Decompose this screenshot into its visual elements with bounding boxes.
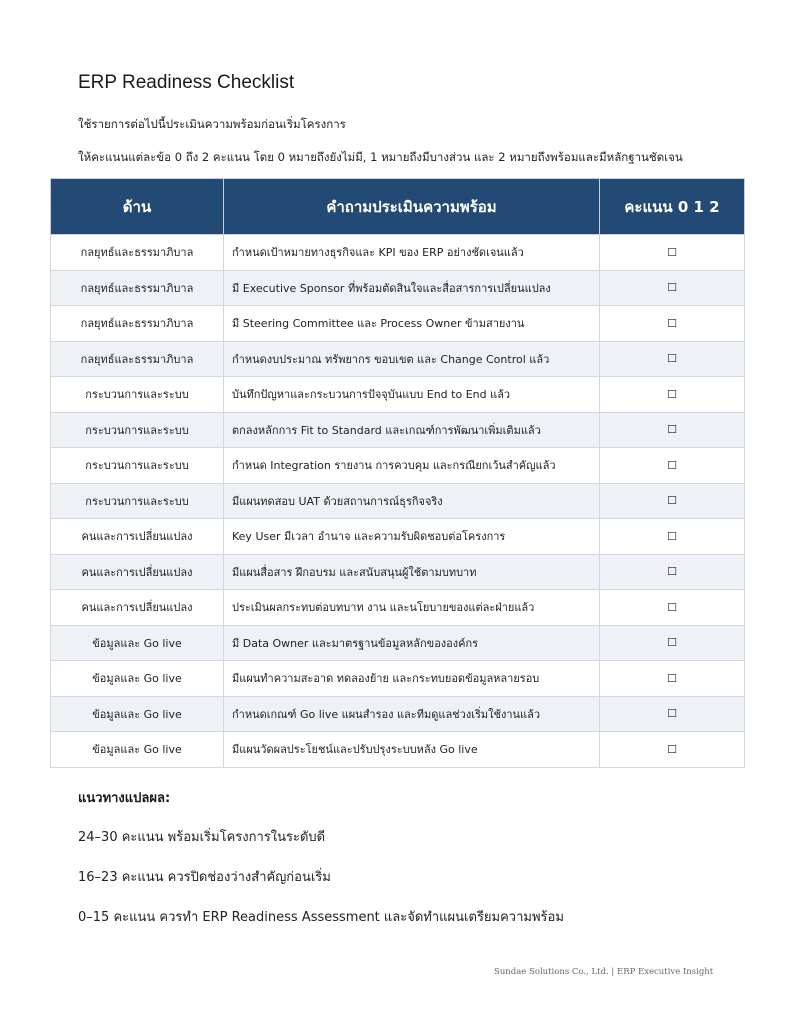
intro-line-2: ให้คะแนนแต่ละข้อ 0 ถึง 2 คะแนน โดย 0 หมายถึงยังไม่มี, 1 หมายถึงมีบางส่วน และ 2 หมายถึงพร้อมและมีหลักฐานชัดเจน xyxy=(78,150,683,164)
table-row xyxy=(51,590,745,626)
question-cell: มี Data Owner และมาตรฐานข้อมูลหลักขององค์กร xyxy=(224,625,600,661)
table-body xyxy=(51,235,745,768)
question-cell: กำหนดเป้าหมายทางธุรกิจและ KPI ของ ERP อย่างชัดเจนแล้ว xyxy=(224,235,600,271)
score-checkbox[interactable]: ☐ xyxy=(600,554,745,590)
table-row xyxy=(51,235,745,271)
table-row xyxy=(51,661,745,697)
question-cell: มี Steering Committee และ Process Owner ข้ามสายงาน xyxy=(224,306,600,342)
score-checkbox[interactable]: ☐ xyxy=(600,590,745,626)
table-row xyxy=(51,483,745,519)
question-cell: มี Executive Sponsor ที่พร้อมตัดสินใจและสื่อสารการเปลี่ยนแปลง xyxy=(224,270,600,306)
table-row xyxy=(51,341,745,377)
interpretation-item: 16–23 คะแนน ควรปิดช่องว่างสำคัญก่อนเริ่ม xyxy=(78,870,331,885)
area-cell: ข้อมูลและ Go live xyxy=(51,661,224,697)
area-cell: ข้อมูลและ Go live xyxy=(51,732,224,768)
intro-line-1: ใช้รายการต่อไปนี้ประเมินความพร้อมก่อนเริ่มโครงการ xyxy=(78,117,346,131)
question-cell: มีแผนสื่อสาร ฝึกอบรม และสนับสนุนผู้ใช้ตามบทบาท xyxy=(224,554,600,590)
area-cell: กระบวนการและระบบ xyxy=(51,412,224,448)
table-header-row xyxy=(51,179,745,235)
question-cell: มีแผนวัดผลประโยชน์และปรับปรุงระบบหลัง Go live xyxy=(224,732,600,768)
question-cell: Key User มีเวลา อำนาจ และความรับผิดชอบต่อโครงการ xyxy=(224,519,600,555)
table-row xyxy=(51,306,745,342)
score-checkbox[interactable]: ☐ xyxy=(600,341,745,377)
score-checkbox[interactable]: ☐ xyxy=(600,483,745,519)
score-checkbox[interactable]: ☐ xyxy=(600,625,745,661)
score-checkbox[interactable]: ☐ xyxy=(600,661,745,697)
table-row xyxy=(51,732,745,768)
interpretation-item: 24–30 คะแนน พร้อมเริ่มโครงการในระดับดี xyxy=(78,830,326,845)
score-checkbox[interactable]: ☐ xyxy=(600,732,745,768)
interpretation-item: 0–15 คะแนน ควรทำ ERP Readiness Assessment และจัดทำแผนเตรียมความพร้อม xyxy=(78,910,564,925)
score-checkbox[interactable]: ☐ xyxy=(600,519,745,555)
area-cell: กระบวนการและระบบ xyxy=(51,483,224,519)
question-cell: กำหนด Integration รายงาน การควบคุม และกรณียกเว้นสำคัญแล้ว xyxy=(224,448,600,484)
table-row xyxy=(51,377,745,413)
header-area: ด้าน xyxy=(51,179,224,235)
score-checkbox[interactable]: ☐ xyxy=(600,270,745,306)
question-cell: มีแผนทำความสะอาด ทดลองย้าย และกระทบยอดข้อมูลหลายรอบ xyxy=(224,661,600,697)
score-checkbox[interactable]: ☐ xyxy=(600,235,745,271)
table-row xyxy=(51,412,745,448)
question-cell: บันทึกปัญหาและกระบวนการปัจจุบันแบบ End to End แล้ว xyxy=(224,377,600,413)
readiness-checklist-table xyxy=(50,178,745,768)
question-cell: ประเมินผลกระทบต่อบทบาท งาน และนโยบายของแต่ละฝ่ายแล้ว xyxy=(224,590,600,626)
area-cell: กลยุทธ์และธรรมาภิบาล xyxy=(51,341,224,377)
page-title: ERP Readiness Checklist xyxy=(78,72,295,93)
area-cell: กระบวนการและระบบ xyxy=(51,448,224,484)
question-cell: ตกลงหลักการ Fit to Standard และเกณฑ์การพัฒนาเพิ่มเติมแล้ว xyxy=(224,412,600,448)
area-cell: คนและการเปลี่ยนแปลง xyxy=(51,519,224,555)
question-cell: กำหนดงบประมาณ ทรัพยากร ขอบเขต และ Change Control แล้ว xyxy=(224,341,600,377)
area-cell: คนและการเปลี่ยนแปลง xyxy=(51,554,224,590)
header-question: คำถามประเมินความพร้อม xyxy=(224,179,600,235)
table-row xyxy=(51,625,745,661)
question-cell: มีแผนทดสอบ UAT ด้วยสถานการณ์ธุรกิจจริง xyxy=(224,483,600,519)
area-cell: คนและการเปลี่ยนแปลง xyxy=(51,590,224,626)
table-row xyxy=(51,270,745,306)
question-cell: กำหนดเกณฑ์ Go live แผนสำรอง และทีมดูแลช่วงเริ่มใช้งานแล้ว xyxy=(224,696,600,732)
table-row xyxy=(51,519,745,555)
table-row xyxy=(51,554,745,590)
interpretation-title: แนวทางแปลผล: xyxy=(78,791,171,806)
table-row xyxy=(51,696,745,732)
footer: Sundae Solutions Co., Ltd. | ERP Executive Insight xyxy=(494,967,714,977)
area-cell: กลยุทธ์และธรรมาภิบาล xyxy=(51,306,224,342)
area-cell: กลยุทธ์และธรรมาภิบาล xyxy=(51,235,224,271)
area-cell: กระบวนการและระบบ xyxy=(51,377,224,413)
header-score: คะแนน 0 1 2 xyxy=(600,179,745,235)
score-checkbox[interactable]: ☐ xyxy=(600,696,745,732)
area-cell: ข้อมูลและ Go live xyxy=(51,696,224,732)
score-checkbox[interactable]: ☐ xyxy=(600,412,745,448)
score-checkbox[interactable]: ☐ xyxy=(600,377,745,413)
score-checkbox[interactable]: ☐ xyxy=(600,448,745,484)
area-cell: กลยุทธ์และธรรมาภิบาล xyxy=(51,270,224,306)
area-cell: ข้อมูลและ Go live xyxy=(51,625,224,661)
score-checkbox[interactable]: ☐ xyxy=(600,306,745,342)
table-row xyxy=(51,448,745,484)
